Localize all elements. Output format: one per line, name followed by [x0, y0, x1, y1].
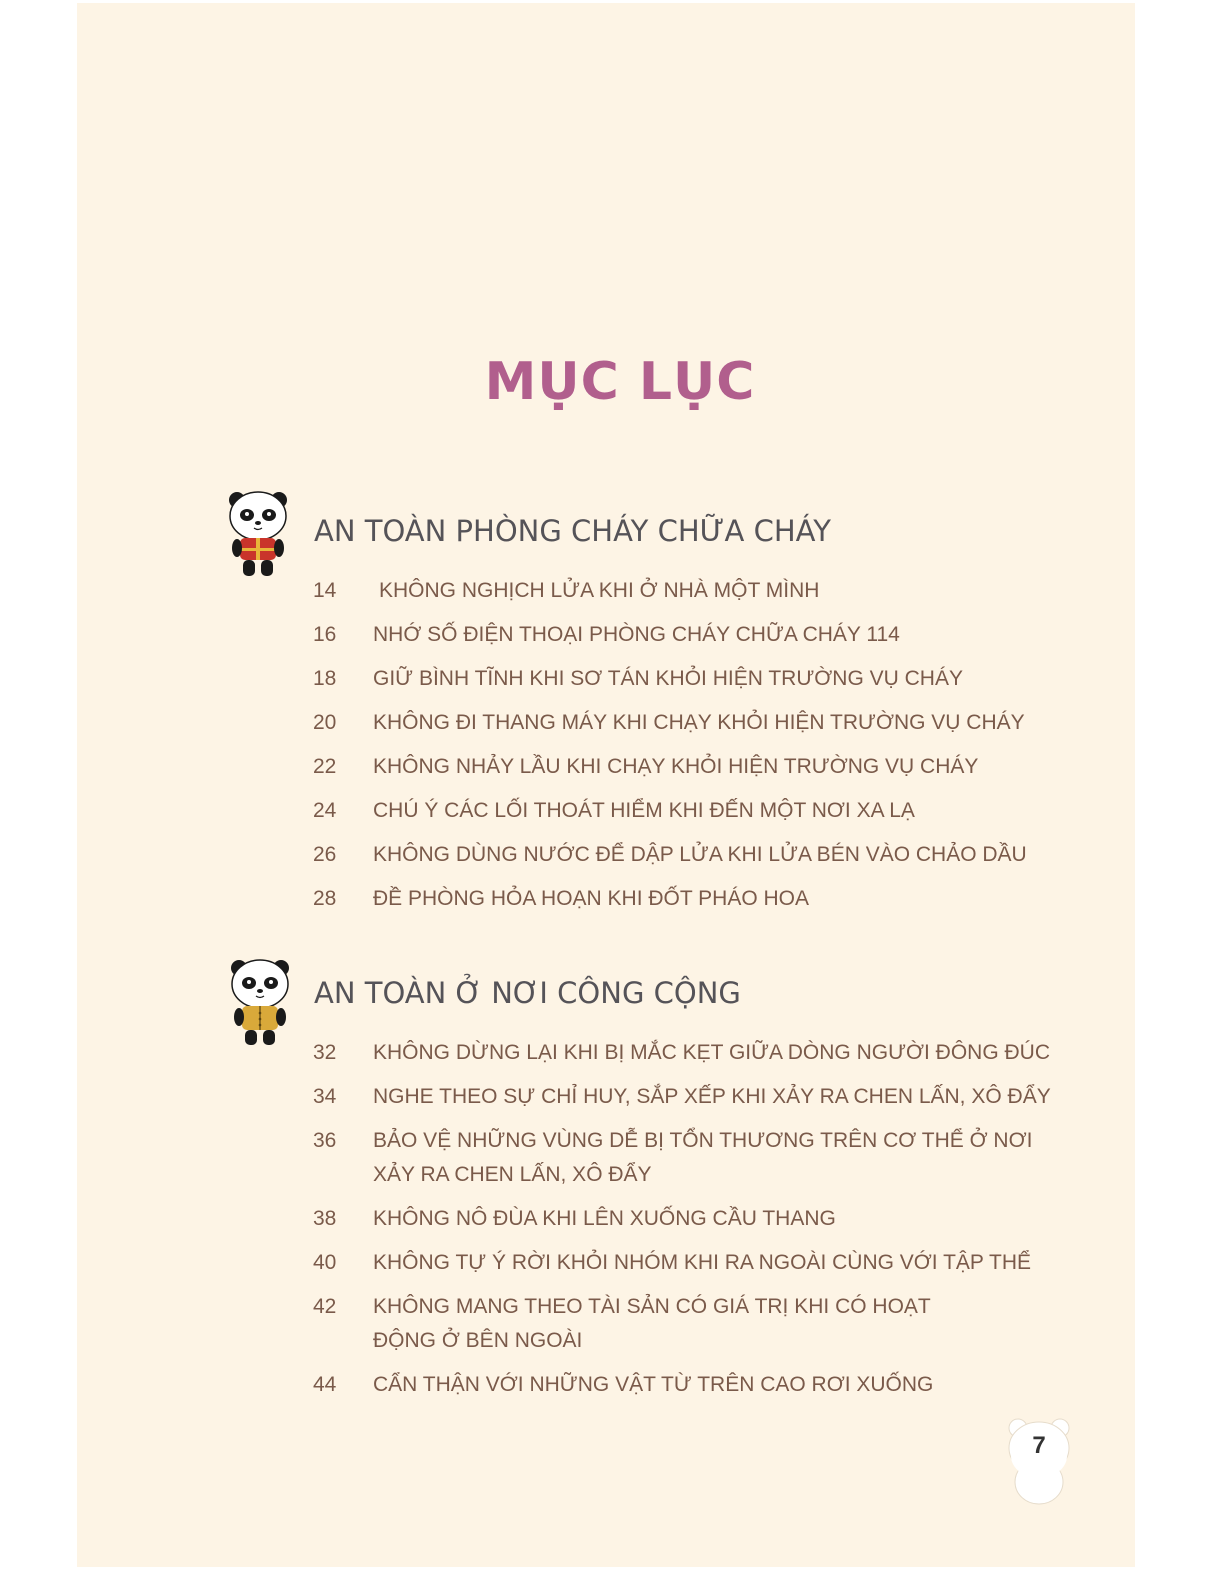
page-number: 7 [1032, 1432, 1046, 1459]
section-heading-public-safety: AN TOÀN Ở NƠI CÔNG CỘNG [314, 976, 741, 1010]
toc-list-public-safety [313, 1036, 1053, 1402]
toc-entry[interactable] [313, 1246, 1053, 1280]
toc-entry-page: 28 [313, 887, 337, 910]
toc-entry-page: 20 [313, 711, 337, 734]
toc-entry-page: 40 [313, 1251, 337, 1274]
toc-entry-page: 36 [313, 1129, 337, 1152]
toc-entry-title: KHÔNG DÙNG NƯỚC ĐỂ DẬP LỬA KHI LỬA BÉN VÀO CHẢO DẦU [373, 843, 1027, 866]
toc-entry-page: 42 [313, 1295, 337, 1318]
panda-red-uniform-icon [225, 488, 291, 580]
section-heading-fire-safety: AN TOÀN PHÒNG CHÁY CHỮA CHÁY [314, 514, 831, 548]
toc-entry-page: 16 [313, 623, 337, 646]
toc-entry-title: KHÔNG NÔ ĐÙA KHI LÊN XUỐNG CẦU THANG [373, 1207, 836, 1230]
toc-entry-page: 22 [313, 755, 337, 778]
toc-entry-title: NHỚ SỐ ĐIỆN THOẠI PHÒNG CHÁY CHỮA CHÁY 114 [373, 623, 900, 646]
toc-entry-page: 18 [313, 667, 337, 690]
toc-entry[interactable] [313, 882, 1053, 916]
panda-yellow-shirt-icon [227, 956, 293, 1048]
toc-entry-title: BẢO VỆ NHỮNG VÙNG DỄ BỊ TỔN THƯƠNG TRÊN CƠ THỂ Ở NƠI XẢY RA CHEN LẤN, XÔ ĐẨY [373, 1129, 1033, 1186]
page-number-bear-icon [1006, 1416, 1072, 1508]
toc-entry-title: KHÔNG ĐI THANG MÁY KHI CHẠY KHỎI HIỆN TRƯỜNG VỤ CHÁY [373, 711, 1025, 734]
toc-entry-title: ĐỀ PHÒNG HỎA HOẠN KHI ĐỐT PHÁO HOA [373, 887, 810, 910]
toc-entry[interactable] [313, 794, 1053, 828]
toc-entry-page: 44 [313, 1373, 337, 1396]
toc-entry-title: KHÔNG DỪNG LẠI KHI BỊ MẮC KẸT GIỮA DÒNG NGƯỜI ĐÔNG ĐÚC [373, 1041, 1051, 1064]
toc-entry[interactable] [313, 838, 1053, 872]
toc-entry-page: 38 [313, 1207, 337, 1230]
toc-entry-page: 32 [313, 1041, 337, 1064]
toc-entry-title: KHÔNG TỰ Ý RỜI KHỎI NHÓM KHI RA NGOÀI CÙNG VỚI TẬP THỂ [373, 1251, 1031, 1274]
toc-entry-title: KHÔNG NHẢY LẦU KHI CHẠY KHỎI HIỆN TRƯỜNG VỤ CHÁY [373, 755, 979, 778]
toc-entry-page: 14 [313, 579, 337, 602]
toc-entry[interactable] [313, 750, 1053, 784]
toc-entry[interactable] [313, 618, 1053, 652]
toc-entry[interactable] [313, 1080, 1053, 1114]
toc-entry[interactable] [313, 706, 1053, 740]
toc-entry-page: 34 [313, 1085, 337, 1108]
toc-entry[interactable] [313, 1036, 1053, 1070]
toc-list-fire-safety [313, 574, 1053, 916]
toc-entry[interactable] [313, 1290, 1053, 1358]
toc-entry-title: GIỮ BÌNH TĨNH KHI SƠ TÁN KHỎI HIỆN TRƯỜNG VỤ CHÁY [373, 667, 963, 690]
toc-entry[interactable] [313, 1368, 1053, 1402]
toc-entry-title: CHÚ Ý CÁC LỐI THOÁT HIỂM KHI ĐẾN MỘT NƠI XA LẠ [373, 799, 915, 822]
toc-entry-page: 26 [313, 843, 337, 866]
toc-entry-title: KHÔNG NGHỊCH LỬA KHI Ở NHÀ MỘT MÌNH [379, 579, 820, 602]
toc-entry[interactable] [313, 662, 1053, 696]
toc-entry-page: 24 [313, 799, 337, 822]
toc-entry[interactable] [313, 1202, 1053, 1236]
toc-entry[interactable] [313, 574, 1053, 608]
toc-entry-title: KHÔNG MANG THEO TÀI SẢN CÓ GIÁ TRỊ KHI CÓ HOẠT ĐỘNG Ở BÊN NGOÀI [373, 1295, 931, 1352]
toc-entry-title: NGHE THEO SỰ CHỈ HUY, SẮP XẾP KHI XẢY RA CHEN LẤN, XÔ ĐẨY [373, 1085, 1051, 1108]
page-title: MỤC LỤC [484, 352, 756, 412]
toc-entry-title: CẨN THẬN VỚI NHỮNG VẬT TỪ TRÊN CAO RƠI XUỐNG [373, 1373, 934, 1396]
toc-entry[interactable] [313, 1124, 1053, 1192]
